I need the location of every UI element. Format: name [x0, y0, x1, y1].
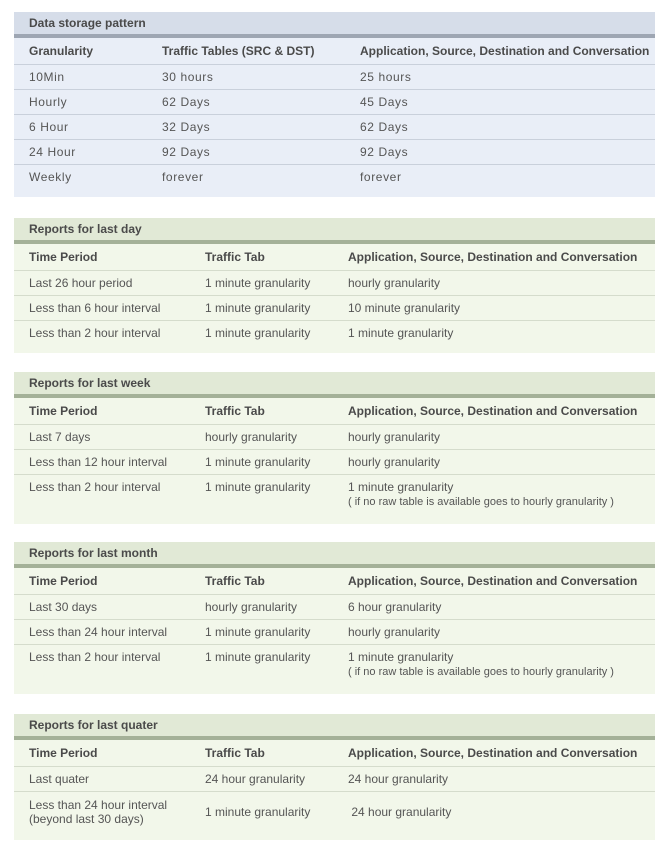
cell: 1 minute granularity [190, 296, 333, 321]
table-row [14, 140, 655, 165]
cell [14, 792, 190, 833]
header-row [14, 568, 655, 595]
column-header: Time Period [14, 568, 190, 595]
cell [333, 475, 655, 517]
table-body [14, 398, 655, 524]
cell: Last 26 hour period [14, 271, 190, 296]
table-row [14, 321, 655, 346]
cell: Last quater [14, 767, 190, 792]
table-body [14, 568, 655, 694]
cell: Less than 24 hour interval [14, 620, 190, 645]
cell: Less than 2 hour interval [29, 326, 161, 340]
day-table [14, 244, 655, 345]
week-section [14, 372, 655, 524]
table-row [14, 767, 655, 792]
cell: 25 hours [345, 65, 655, 90]
column-header: Traffic Tab [190, 244, 333, 271]
cell: Less than 2 hour interval [29, 650, 161, 664]
table-row [14, 296, 655, 321]
table-row [14, 595, 655, 620]
table-row [14, 450, 655, 475]
column-header: Traffic Tab [190, 398, 333, 425]
cell: 1 minute granularity [190, 271, 333, 296]
cell: hourly granularity [333, 425, 655, 450]
cell: Less than 2 hour interval [29, 480, 161, 494]
cell: 10Min [14, 65, 147, 90]
cell: 1 minute granularity [205, 805, 311, 819]
cell: 24 Hour [14, 140, 147, 165]
column-header: Traffic Tables (SRC & DST) [147, 38, 345, 65]
cell: 1 minute granularity [190, 620, 333, 645]
cell-value: Less than 24 hour interval [29, 798, 168, 812]
column-header: Time Period [14, 740, 190, 767]
cell: 1 minute granularity [190, 450, 333, 475]
cell: 30 hours [147, 65, 345, 90]
cell: hourly granularity [333, 620, 655, 645]
cell [333, 645, 655, 687]
cell: 24 hour granularity [190, 767, 333, 792]
column-header: Application, Source, Destination and Conversation [333, 244, 655, 271]
column-header: Traffic Tab [190, 568, 333, 595]
table-row [14, 475, 655, 517]
cell: forever [162, 170, 204, 184]
cell: 10 minute granularity [333, 296, 655, 321]
header-row [14, 398, 655, 425]
cell: 62 Days [147, 90, 345, 115]
column-header: Traffic Tab [190, 740, 333, 767]
cell: 92 Days [147, 140, 345, 165]
table-row [14, 165, 655, 190]
table-row [14, 271, 655, 296]
month-table [14, 568, 655, 686]
cell: hourly granularity [190, 595, 333, 620]
table-row [14, 425, 655, 450]
table-row [14, 620, 655, 645]
cell: 24 hour granularity [348, 805, 452, 819]
column-header: Time Period [14, 398, 190, 425]
storage-section [14, 12, 655, 197]
column-header: Application, Source, Destination and Conversation [333, 740, 655, 767]
cell: 62 Days [345, 115, 655, 140]
section-title: Reports for last quater [14, 714, 655, 736]
column-header: Time Period [14, 244, 190, 271]
cell: 32 Days [147, 115, 345, 140]
table-body [14, 740, 655, 840]
cell-value: 1 minute granularity [348, 650, 454, 664]
cell: forever [360, 170, 402, 184]
table-body [14, 38, 655, 197]
column-header: Granularity [14, 38, 147, 65]
cell: hourly granularity [190, 425, 333, 450]
month-section [14, 542, 655, 694]
cell: Hourly [14, 90, 147, 115]
week-table [14, 398, 655, 516]
cell: 6 Hour [14, 115, 147, 140]
cell: Last 7 days [14, 425, 190, 450]
section-title: Data storage pattern [14, 12, 655, 34]
table-row [14, 792, 655, 833]
header-row [14, 740, 655, 767]
quarter-table [14, 740, 655, 832]
cell: 6 hour granularity [333, 595, 655, 620]
header-row [14, 244, 655, 271]
table-row [14, 115, 655, 140]
section-title: Reports for last month [14, 542, 655, 564]
cell-value: 1 minute granularity [348, 480, 454, 494]
footnote: ( if no raw table is available goes to hourly granularity ) [348, 666, 614, 678]
cell: hourly granularity [333, 450, 655, 475]
cell: hourly granularity [333, 271, 655, 296]
cell: Last 30 days [14, 595, 190, 620]
table-row [14, 645, 655, 687]
column-header: Application, Source, Destination and Conversation [345, 38, 655, 65]
cell: 1 minute granularity [348, 326, 454, 340]
section-title: Reports for last week [14, 372, 655, 394]
table-row [14, 90, 655, 115]
cell: 1 minute granularity [205, 650, 311, 664]
cell: 45 Days [345, 90, 655, 115]
storage-table [14, 38, 655, 189]
quarter-section [14, 714, 655, 840]
column-header: Application, Source, Destination and Conversation [333, 568, 655, 595]
cell: Weekly [29, 170, 72, 184]
column-header: Application, Source, Destination and Conversation [333, 398, 655, 425]
cell: 1 minute granularity [205, 326, 311, 340]
cell: Less than 6 hour interval [14, 296, 190, 321]
section-title: Reports for last day [14, 218, 655, 240]
cell-value-line2: (beyond last 30 days) [29, 812, 144, 826]
header-row [14, 38, 655, 65]
cell: Less than 12 hour interval [14, 450, 190, 475]
cell: 24 hour granularity [333, 767, 655, 792]
cell: 1 minute granularity [205, 480, 311, 494]
cell: 92 Days [345, 140, 655, 165]
footnote: ( if no raw table is available goes to hourly granularity ) [348, 496, 614, 508]
day-section [14, 218, 655, 353]
table-body [14, 244, 655, 353]
table-row [14, 65, 655, 90]
